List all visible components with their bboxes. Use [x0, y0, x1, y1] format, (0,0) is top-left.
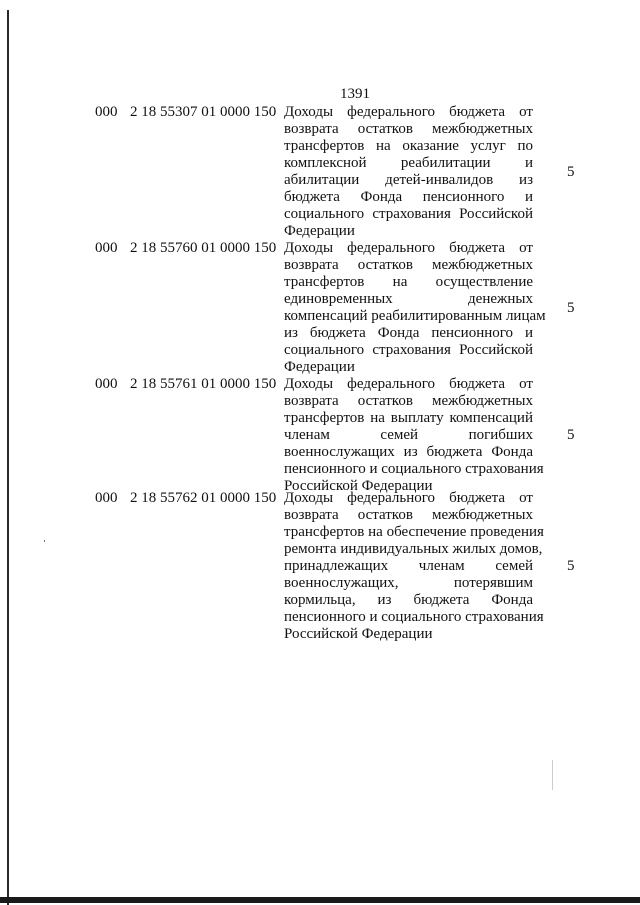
description-line: абилитации детей-инвалидов из: [284, 172, 533, 188]
amount: 5: [567, 427, 575, 443]
page-number: 1391: [340, 86, 370, 102]
budget-classification-code: 2 18 55760 01 0000 150: [130, 240, 277, 256]
admin-code: 000: [95, 376, 118, 392]
amount: 5: [567, 558, 575, 574]
description-line: трансфертов на обеспечение проведения: [284, 524, 544, 540]
description-line: Российской Федерации: [284, 478, 433, 494]
amount: 5: [567, 164, 575, 180]
description-line: социального страхования Российской: [284, 206, 533, 222]
description-line: ремонта индивидуальных жилых домов,: [284, 541, 543, 557]
scan-speck: [552, 760, 553, 790]
description-line: комплексной реабилитации и: [284, 155, 533, 171]
admin-code: 000: [95, 240, 118, 256]
budget-classification-code: 2 18 55762 01 0000 150: [130, 490, 277, 506]
description-line: пенсионного и социального страхования: [284, 461, 544, 477]
budget-classification-code: 2 18 55761 01 0000 150: [130, 376, 277, 392]
scan-speck: [44, 540, 45, 542]
description-line: трансфертов на оказание услуг по: [284, 138, 533, 154]
description-line: Доходы федерального бюджета от: [284, 376, 533, 392]
description-line: социального страхования Российской: [284, 342, 533, 358]
revenue-description: [284, 490, 544, 643]
budget-classification-code: 2 18 55307 01 0000 150: [130, 104, 277, 120]
description-line: из бюджета Фонда пенсионного и: [284, 325, 533, 341]
description-line: трансфертов на осуществление: [284, 274, 533, 290]
description-line: пенсионного и социального страхования: [284, 609, 544, 625]
description-line: Федерации: [284, 223, 355, 239]
revenue-description: [284, 104, 533, 240]
description-line: возврата остатков межбюджетных: [284, 257, 533, 273]
description-line: трансфертов на выплату компенсаций: [284, 410, 533, 426]
description-line: Федерации: [284, 359, 355, 375]
description-line: Доходы федерального бюджета от: [284, 490, 533, 506]
admin-code: 000: [95, 490, 118, 506]
description-line: военнослужащих, потерявшим: [284, 575, 533, 591]
description-line: возврата остатков межбюджетных: [284, 507, 533, 523]
description-line: возврата остатков межбюджетных: [284, 393, 533, 409]
description-line: Доходы федерального бюджета от: [284, 240, 533, 256]
scan-edge-left: [7, 10, 9, 905]
description-line: Доходы федерального бюджета от: [284, 104, 533, 120]
amount: 5: [567, 300, 575, 316]
description-line: компенсаций реабилитированным лицам: [284, 308, 546, 324]
description-line: кормильца, из бюджета Фонда: [284, 592, 533, 608]
revenue-description: [284, 376, 544, 495]
description-line: бюджета Фонда пенсионного и: [284, 189, 533, 205]
description-line: Российской Федерации: [284, 626, 433, 642]
description-line: членам семей погибших: [284, 427, 533, 443]
scan-edge-bottom: [0, 897, 640, 903]
revenue-description: [284, 240, 546, 376]
description-line: единовременных денежных: [284, 291, 533, 307]
description-line: военнослужащих из бюджета Фонда: [284, 444, 533, 460]
description-line: возврата остатков межбюджетных: [284, 121, 533, 137]
description-line: принадлежащих членам семей: [284, 558, 533, 574]
admin-code: 000: [95, 104, 118, 120]
